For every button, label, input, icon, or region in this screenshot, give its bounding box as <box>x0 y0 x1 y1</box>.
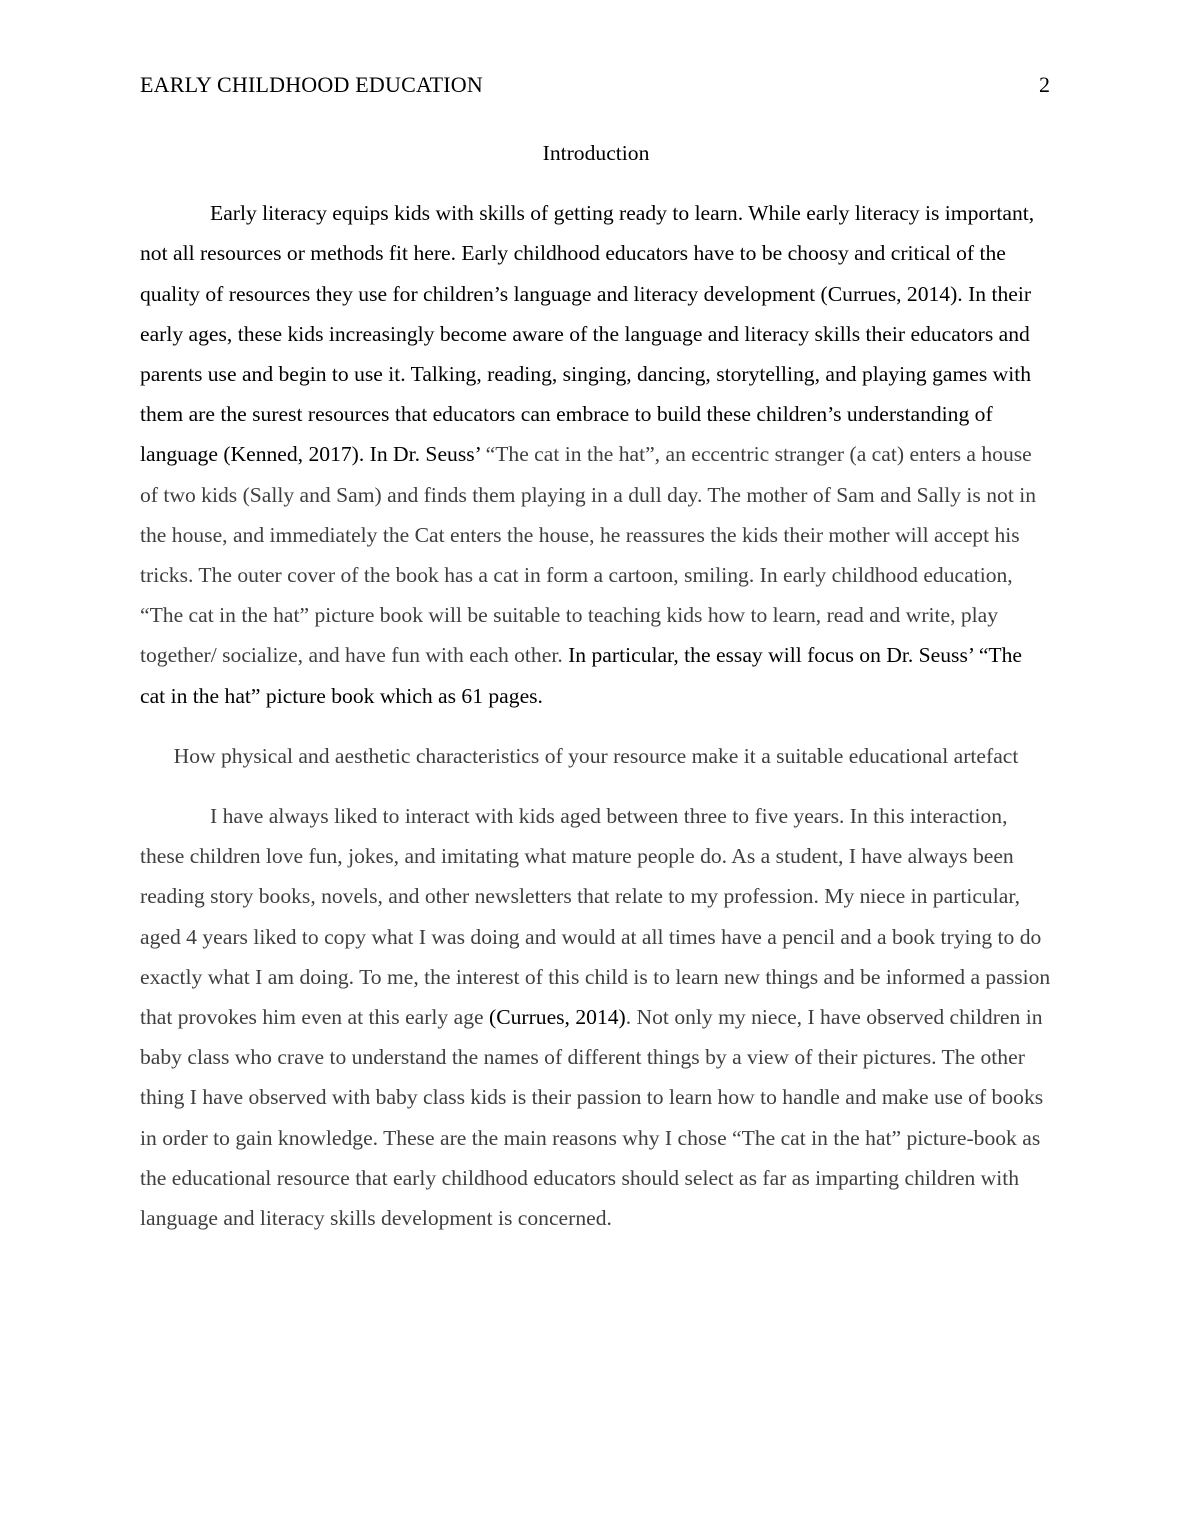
running-header <box>140 70 1050 100</box>
introduction-paragraph <box>140 193 1052 716</box>
running-head-title: EARLY CHILDHOOD EDUCATION <box>140 72 483 97</box>
section-heading-characteristics: How physical and aesthetic characteristics of your resource make it a suitable educational artefact <box>173 743 1019 768</box>
second-text-part-3: . Not only my niece, I have observed children in baby class who crave to understand the names of different things by a view of their pictures. The other thing I have observed with baby class kids is their passion to learn how to handle and make use of books in order to gain knowledge. These are the main reasons why I chose “The cat in the hat” picture-book as the educational resource that early childhood educators should select as far as imparting children with language and literacy skills development is concerned. <box>140 1005 1044 1231</box>
intro-text-part-3: In particular, the essay will focus on Dr. Seuss’ “The cat in the hat” picture book which as 61 pages. <box>140 643 1022 708</box>
intro-text-part-2: “The cat in the hat”, an eccentric stranger (a cat) enters a house of two kids (Sally and Sam) and finds them playing in a dull day. The mother of Sam and Sally is not in the house, and immediately the Cat enters the house, he reassures the kids their mother will accept his tricks. The outer cover of the book has a cat in form a cartoon, smiling. In early childhood education, “The cat in the hat” picture book will be suitable to teaching kids how to learn, read and write, play together/ socialize, and have fun with each other. <box>140 442 1037 668</box>
document-body <box>140 133 1052 1238</box>
second-text-citation: (Currues, 2014) <box>489 1005 626 1030</box>
second-text-part-1: I have always liked to interact with kids aged between three to five years. In this interaction, these children love fun, jokes, and imitating what mature people do. As a student, I have always been reading story books, novels, and other newsletters that relate to my profession. My niece in particular, aged 4 years liked to copy what I was doing and would at all times have a pencil and a book trying to do exactly what I am doing. To me, the interest of this child is to learn new things and be informed a passion that provokes him even at this early age <box>140 804 1051 1030</box>
characteristics-paragraph <box>140 796 1052 1238</box>
page-number: 2 <box>1039 72 1050 97</box>
section-heading-introduction: Introduction <box>542 141 650 165</box>
intro-text-part-1: Early literacy equips kids with skills of getting ready to learn. While early literacy is important, not all resources or methods fit here. Early childhood educators have to be choosy and critical of the quality of resources they use for children’s language and literacy development (Currues, 2014). In their early ages, these kids increasingly become aware of the language and literacy skills their educators and parents use and begin to use it. Talking, reading, singing, dancing, storytelling, and playing games with them are the surest resources that educators can embrace to build these children’s understanding of language (Kenned, 2017). In Dr. Seuss’ <box>140 201 1035 467</box>
